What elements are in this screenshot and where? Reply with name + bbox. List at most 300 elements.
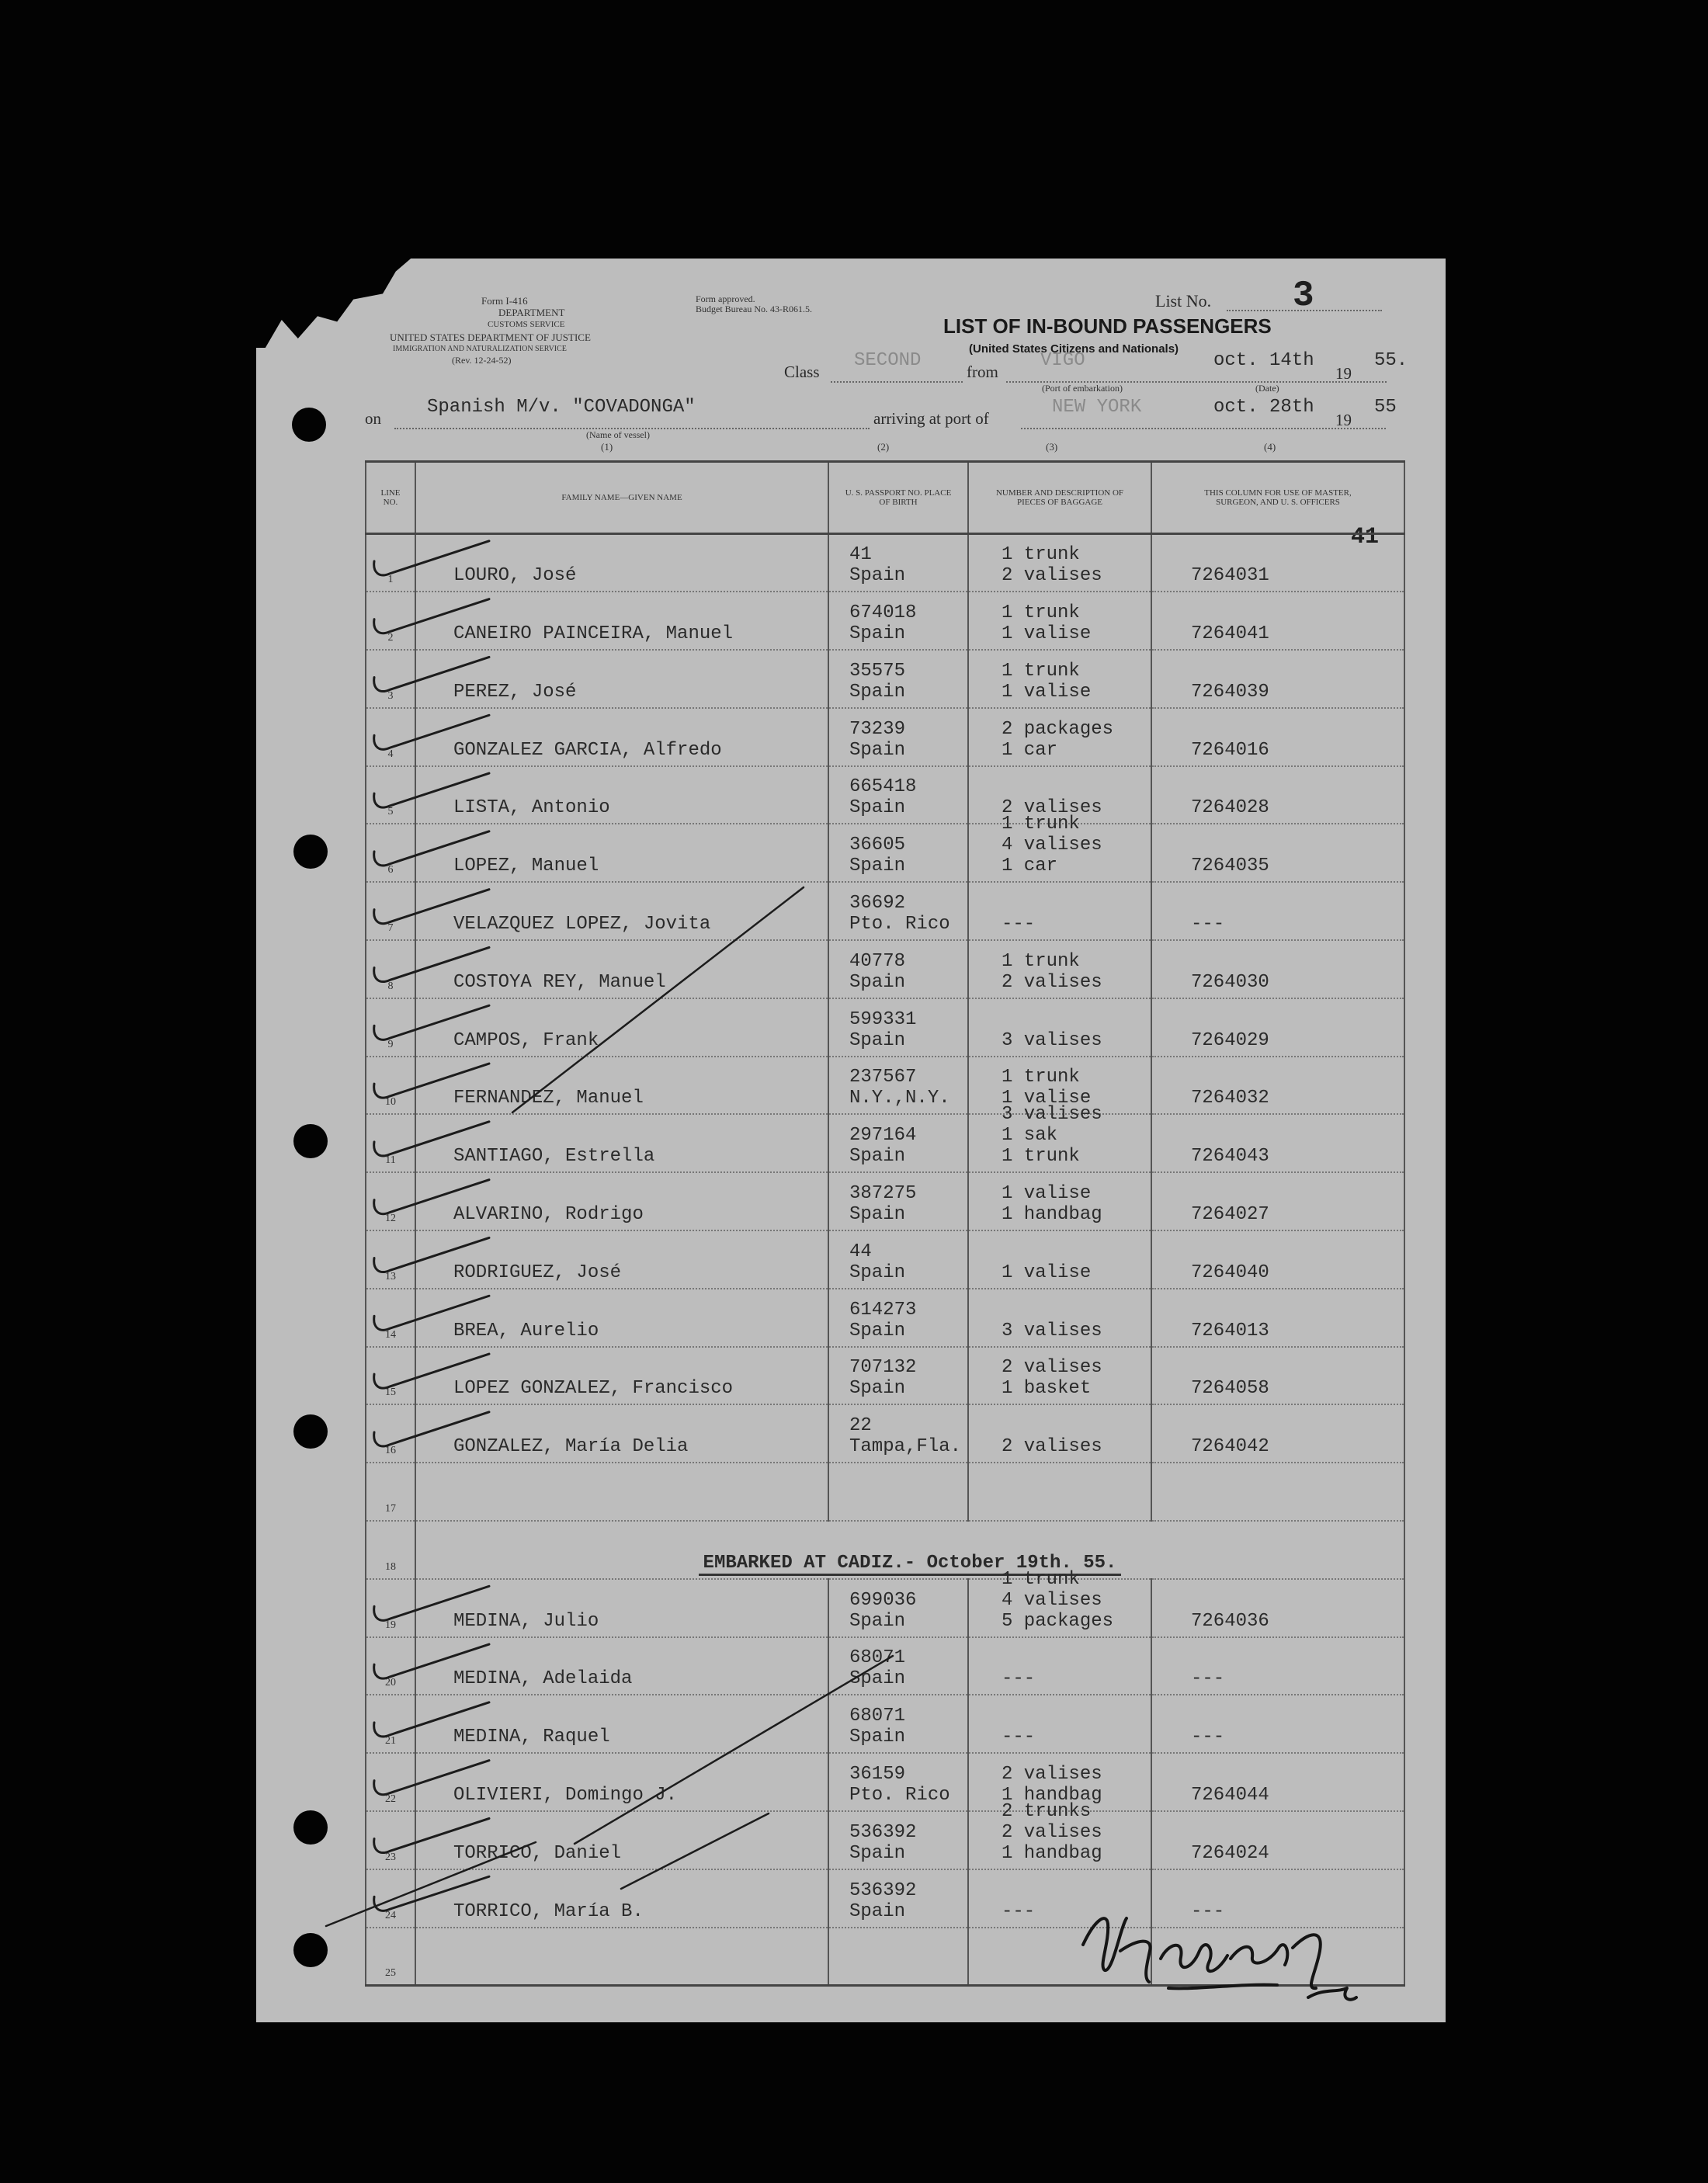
line-number: 11: [366, 1114, 415, 1172]
document-subtitle: (United States Citizens and Nationals): [969, 342, 1179, 356]
table-row: [366, 1404, 1404, 1463]
passenger-name: VELAZQUEZ LOPEZ, Jovita: [453, 914, 711, 935]
baggage-cell: [968, 1463, 1151, 1521]
passport-number: 536392: [849, 1821, 917, 1843]
baggage-item: 2 valises: [1002, 1764, 1102, 1786]
passenger-name: RODRIGUEZ, José: [453, 1262, 622, 1283]
table-row: [366, 1230, 1404, 1289]
passport-number: 707132: [849, 1357, 917, 1379]
place-of-birth: N.Y.,N.Y.: [849, 1088, 950, 1109]
list-number: 3: [1293, 276, 1314, 316]
passenger-name-cell: [415, 1579, 828, 1637]
col-header-baggage: NUMBER AND DESCRIPTION OF PIECES OF BAGGAGE: [968, 462, 1151, 534]
passport-number: 297164: [849, 1125, 917, 1147]
baggage-cell: [968, 592, 1151, 650]
passport-number: 699036: [849, 1589, 917, 1611]
baggage-cell: [968, 534, 1151, 592]
baggage-item: 2 valises: [1002, 1436, 1102, 1458]
baggage-item: 1 trunk: [1002, 1146, 1080, 1168]
passenger-name-cell: [415, 1172, 828, 1230]
line-number: 14: [366, 1289, 415, 1347]
officer-cell: [1151, 766, 1404, 824]
passenger-name: LOPEZ, Manuel: [453, 856, 599, 877]
line-number: 25: [366, 1928, 415, 1986]
passport-cell: [828, 824, 968, 882]
passenger-name: CANEIRO PAINCEIRA, Manuel: [453, 623, 734, 645]
baggage-cell: [968, 998, 1151, 1057]
line-number: 16: [366, 1404, 415, 1463]
embarkation-text: EMBARKED AT CADIZ.- October 19th. 55.: [699, 1553, 1122, 1576]
passenger-name-cell: [415, 708, 828, 766]
baggage-cell: [968, 708, 1151, 766]
baggage-item: 1 basket: [1002, 1378, 1092, 1400]
officer-cell: [1151, 998, 1404, 1057]
passenger-name: COSTOYA REY, Manuel: [453, 971, 666, 993]
officer-cell: [1151, 708, 1404, 766]
baggage-item: 1 handbag: [1002, 1204, 1102, 1226]
baggage-cell: [968, 1568, 1151, 1637]
passenger-name-cell: [415, 882, 828, 940]
line-number: 22: [366, 1753, 415, 1811]
table-row: [366, 940, 1404, 998]
officer-cell: [1151, 592, 1404, 650]
baggage-item: 4 valises: [1002, 1589, 1102, 1611]
passenger-name: LOPEZ GONZALEZ, Francisco: [453, 1378, 734, 1400]
table-row: [366, 1695, 1404, 1753]
year-prefix: 19: [1335, 364, 1352, 383]
officer-cell: [1151, 534, 1404, 592]
officer-number: 7264040: [1191, 1262, 1269, 1283]
passport-cell: [828, 534, 968, 592]
officer-number: ---: [1191, 1900, 1225, 1922]
passport-number: 599331: [849, 1008, 917, 1030]
baggage-item: ---: [1002, 1900, 1036, 1922]
officer-cell: [1151, 1057, 1404, 1115]
baggage-item: 1 handbag: [1002, 1785, 1102, 1806]
baggage-item: 3 valises: [1002, 1320, 1102, 1341]
baggage-cell: [968, 1637, 1151, 1695]
place-of-birth: Spain: [849, 1610, 906, 1632]
passenger-name-cell: [415, 1114, 828, 1172]
baggage-cell: [968, 1289, 1151, 1347]
passenger-name-cell: [415, 534, 828, 592]
baggage-item: 1 sak: [1002, 1125, 1058, 1147]
baggage-item: 1 trunk: [1002, 544, 1080, 566]
officer-number: 7264035: [1191, 856, 1269, 877]
place-of-birth: Spain: [849, 1378, 906, 1400]
baggage-item: 1 valise: [1002, 681, 1092, 703]
passenger-name: MEDINA, Julio: [453, 1610, 599, 1632]
passport-cell: [828, 708, 968, 766]
officer-number: 7264031: [1191, 565, 1269, 587]
officer-cell: [1151, 650, 1404, 708]
officer-number: 7264032: [1191, 1088, 1269, 1109]
passport-number: 22: [849, 1415, 872, 1437]
passport-cell: [828, 1289, 968, 1347]
table-row: [366, 1753, 1404, 1811]
line-number: 13: [366, 1230, 415, 1289]
passenger-table: [365, 460, 1405, 1987]
place-of-birth: Spain: [849, 739, 906, 761]
date-caption: (Date): [1255, 383, 1279, 394]
passenger-name-cell: [415, 1404, 828, 1463]
officer-cell: [1151, 1811, 1404, 1869]
passport-cell: [828, 1057, 968, 1115]
passenger-name: CAMPOS, Frank: [453, 1029, 599, 1051]
table-row: [366, 708, 1404, 766]
baggage-cell: [968, 1172, 1151, 1230]
place-of-birth: Spain: [849, 1204, 906, 1226]
passport-number: 536392: [849, 1879, 917, 1901]
baggage-item: 2 valises: [1002, 1357, 1102, 1379]
baggage-cell: [968, 940, 1151, 998]
passport-number: 665418: [849, 776, 917, 798]
officer-number: 7264044: [1191, 1785, 1269, 1806]
table-row: [366, 1172, 1404, 1230]
baggage-item: 1 trunk: [1002, 950, 1080, 972]
passport-cell: [828, 592, 968, 650]
class-label: Class: [784, 363, 820, 381]
punch-hole-2: [293, 835, 328, 869]
passenger-name: SANTIAGO, Estrella: [453, 1146, 655, 1168]
margin-number: 41: [1351, 524, 1380, 550]
officer-number: ---: [1191, 914, 1225, 935]
baggage-cell: [968, 650, 1151, 708]
departure-year: 55.: [1374, 350, 1408, 371]
passenger-name-cell: [415, 1637, 828, 1695]
passenger-name: GONZALEZ, María Delia: [453, 1436, 689, 1458]
column-marker-2: (2): [877, 441, 890, 453]
officer-signature: [1075, 1897, 1363, 2013]
officer-cell: [1151, 940, 1404, 998]
punch-hole-1: [292, 408, 326, 442]
passport-number: 68071: [849, 1647, 906, 1669]
place-of-birth: Spain: [849, 856, 906, 877]
officer-number: 7264024: [1191, 1842, 1269, 1864]
passenger-name: TORRICO, María B.: [453, 1900, 644, 1922]
passport-cell: [828, 1230, 968, 1289]
column-marker-1: (1): [601, 441, 613, 453]
officer-cell: [1151, 1463, 1404, 1521]
officer-cell: [1151, 1404, 1404, 1463]
passport-number: 387275: [849, 1183, 917, 1205]
place-of-birth: Tampa,Fla.: [849, 1436, 962, 1458]
officer-number: 7264029: [1191, 1029, 1269, 1051]
arrival-port: NEW YORK: [1052, 397, 1142, 418]
arrival-year-prefix: 19: [1335, 411, 1352, 429]
budget-bureau: Budget Bureau No. 43-R061.5.: [696, 304, 812, 314]
passport-cell: [828, 1347, 968, 1405]
line-number: 7: [366, 882, 415, 940]
baggage-cell: [968, 882, 1151, 940]
passenger-name-cell: [415, 824, 828, 882]
officer-cell: [1151, 1695, 1404, 1753]
baggage-item: 2 valises: [1002, 565, 1102, 587]
table-row: [366, 1637, 1404, 1695]
line-number: 12: [366, 1172, 415, 1230]
line-number: 1: [366, 534, 415, 592]
officer-number: 7264039: [1191, 681, 1269, 703]
baggage-item: 1 valise: [1002, 1262, 1092, 1283]
line-number: 9: [366, 998, 415, 1057]
table-row: [366, 1347, 1404, 1405]
departure-date: oct. 14th: [1213, 350, 1314, 371]
passenger-name: PEREZ, José: [453, 681, 577, 703]
line-number: 8: [366, 940, 415, 998]
passport-number: 237567: [849, 1067, 917, 1088]
passport-number: 68071: [849, 1706, 906, 1727]
officer-number: ---: [1191, 1668, 1225, 1690]
passenger-name: TORRICO, Daniel: [453, 1842, 622, 1864]
officer-number: 7264028: [1191, 797, 1269, 819]
baggage-item: 2 valises: [1002, 1821, 1102, 1843]
passport-cell: [828, 1928, 968, 1986]
baggage-item: 1 trunk: [1002, 1067, 1080, 1088]
form-revision: (Rev. 12-24-52): [452, 355, 512, 366]
list-label: List No.: [1155, 291, 1212, 311]
document-title: LIST OF IN-BOUND PASSENGERS: [943, 314, 1272, 338]
table-row: [366, 1289, 1404, 1347]
baggage-item: 1 valise: [1002, 1088, 1092, 1109]
place-of-birth: Spain: [849, 1029, 906, 1051]
line-number: 6: [366, 824, 415, 882]
passenger-name: OLIVIERI, Domingo J.: [453, 1785, 678, 1806]
passenger-name: MEDINA, Raquel: [453, 1727, 610, 1748]
baggage-item: 1 valise: [1002, 623, 1092, 645]
officer-cell: [1151, 1637, 1404, 1695]
place-of-birth: Spain: [849, 1146, 906, 1168]
passport-number: 36692: [849, 893, 906, 914]
baggage-cell: [968, 1800, 1151, 1869]
passenger-name: LISTA, Antonio: [453, 797, 610, 819]
baggage-cell: [968, 1230, 1151, 1289]
on-label: on: [365, 409, 381, 428]
line-number: 2: [366, 592, 415, 650]
table-row: [366, 1579, 1404, 1637]
place-of-birth: Pto. Rico: [849, 1785, 950, 1806]
passport-cell: [828, 882, 968, 940]
baggage-item: 4 valises: [1002, 835, 1102, 856]
baggage-cell: [968, 1347, 1151, 1405]
table-row: [366, 1811, 1404, 1869]
place-of-birth: Spain: [849, 797, 906, 819]
officer-cell: [1151, 824, 1404, 882]
passenger-name-cell: [415, 940, 828, 998]
column-marker-4: (4): [1264, 441, 1276, 453]
officer-cell: [1151, 1289, 1404, 1347]
passenger-name: FERNANDEZ, Manuel: [453, 1088, 644, 1109]
baggage-item: ---: [1002, 1727, 1036, 1748]
punch-hole-5: [293, 1810, 328, 1845]
passenger-name-cell: [415, 1347, 828, 1405]
table-row: [366, 650, 1404, 708]
line-number: 4: [366, 708, 415, 766]
baggage-cell: [968, 1104, 1151, 1172]
punch-hole-3: [293, 1124, 328, 1158]
passenger-manifest-page: [256, 259, 1446, 2022]
table-row: [366, 592, 1404, 650]
baggage-item: 1 trunk: [1002, 660, 1080, 682]
officer-number: 7264058: [1191, 1378, 1269, 1400]
passenger-name: BREA, Aurelio: [453, 1320, 599, 1341]
passport-cell: [828, 1463, 968, 1521]
baggage-item: 5 packages: [1002, 1610, 1114, 1632]
passport-number: 614273: [849, 1299, 917, 1321]
baggage-item: 3 valises: [1002, 1029, 1102, 1051]
passenger-name-cell: [415, 1695, 828, 1753]
baggage-item: 1 trunk: [1002, 1568, 1080, 1590]
place-of-birth: Spain: [849, 971, 906, 993]
place-of-birth: Spain: [849, 1668, 906, 1690]
officer-number: ---: [1191, 1727, 1225, 1748]
passport-number: 41: [849, 544, 872, 566]
baggage-item: 1 valise: [1002, 1183, 1092, 1205]
line-number: 3: [366, 650, 415, 708]
baggage-cell: [968, 1695, 1151, 1753]
baggage-item: 2 trunks: [1002, 1800, 1092, 1822]
officer-cell: [1151, 882, 1404, 940]
baggage-item: 1 car: [1002, 739, 1058, 761]
table-row: [366, 1521, 1404, 1579]
place-of-birth: Spain: [849, 565, 906, 587]
form-approved: Form approved.: [696, 293, 755, 304]
passport-cell: [828, 1637, 968, 1695]
officer-number: 7264013: [1191, 1320, 1269, 1341]
passenger-name-cell: [415, 1289, 828, 1347]
embarkation-caption: (Port of embarkation): [1042, 383, 1123, 394]
line-number: 21: [366, 1695, 415, 1753]
line-number: 19: [366, 1579, 415, 1637]
officer-number: 7264016: [1191, 739, 1269, 761]
table-row: [366, 998, 1404, 1057]
baggage-item: 3 valises: [1002, 1104, 1102, 1126]
baggage-item: ---: [1002, 1668, 1036, 1690]
passport-number: 40778: [849, 950, 906, 972]
passport-number: 36159: [849, 1764, 906, 1786]
place-of-birth: Spain: [849, 623, 906, 645]
passenger-name-cell: [415, 1811, 828, 1869]
baggage-item: 2 packages: [1002, 718, 1114, 740]
baggage-item: 1 trunk: [1002, 602, 1080, 624]
table-row: [366, 824, 1404, 882]
table-row: [366, 1114, 1404, 1172]
passport-cell: [828, 1172, 968, 1230]
baggage-cell: [968, 814, 1151, 882]
form-number: Form I-416: [481, 295, 528, 307]
arrival-year: 55: [1374, 397, 1397, 418]
immigration-service: IMMIGRATION AND NATURALIZATION SERVICE: [393, 345, 567, 353]
table-row: [366, 534, 1404, 592]
baggage-item: 1 car: [1002, 856, 1058, 877]
embarkation-note: [415, 1521, 1404, 1579]
from-label: from: [967, 363, 998, 381]
table-row: [366, 1463, 1404, 1521]
passport-cell: [828, 998, 968, 1057]
class-value: SECOND: [854, 350, 922, 371]
officer-cell: [1151, 1172, 1404, 1230]
passport-cell: [828, 940, 968, 998]
passenger-name-cell: [415, 998, 828, 1057]
officer-number: 7264036: [1191, 1610, 1269, 1632]
punch-hole-4: [293, 1414, 328, 1449]
passenger-name: GONZALEZ GARCIA, Alfredo: [453, 739, 722, 761]
officer-cell: [1151, 1114, 1404, 1172]
passenger-name-cell: [415, 1928, 828, 1986]
passport-cell: [828, 1811, 968, 1869]
passport-cell: [828, 766, 968, 824]
passport-cell: [828, 1114, 968, 1172]
punch-hole-6: [293, 1933, 328, 1967]
passport-number: 35575: [849, 660, 906, 682]
officer-number: 7264042: [1191, 1436, 1269, 1458]
col-header-officers: THIS COLUMN FOR USE OF MASTER, SURGEON, AND U. S. OFFICERS: [1151, 462, 1404, 534]
table-row: [366, 882, 1404, 940]
place-of-birth: Spain: [849, 1262, 906, 1283]
arrival-date: oct. 28th: [1213, 397, 1314, 418]
place-of-birth: Spain: [849, 1727, 906, 1748]
officer-cell: [1151, 1230, 1404, 1289]
line-number: 10: [366, 1057, 415, 1115]
place-of-birth: Pto. Rico: [849, 914, 950, 935]
officer-number: 7264027: [1191, 1204, 1269, 1226]
line-number: 23: [366, 1811, 415, 1869]
passport-cell: [828, 1869, 968, 1928]
line-number: 5: [366, 766, 415, 824]
vessel-name: Spanish M/v. "COVADONGA": [427, 397, 696, 418]
passenger-name-cell: [415, 1869, 828, 1928]
baggage-item: 1 trunk: [1002, 814, 1080, 835]
passport-cell: [828, 1695, 968, 1753]
passenger-name-cell: [415, 1463, 828, 1521]
passport-cell: [828, 1579, 968, 1637]
baggage-item: ---: [1002, 914, 1036, 935]
passport-cell: [828, 650, 968, 708]
passenger-name-cell: [415, 1057, 828, 1115]
baggage-cell: [968, 1404, 1151, 1463]
officer-cell: [1151, 1753, 1404, 1811]
passenger-name: LOURO, José: [453, 565, 577, 587]
officer-cell: [1151, 1579, 1404, 1637]
vessel-caption: (Name of vessel): [586, 429, 650, 440]
line-number: 18: [366, 1521, 415, 1579]
passenger-name-cell: [415, 1753, 828, 1811]
port-of-embarkation: VIGO: [1040, 350, 1085, 371]
officer-number: 7264041: [1191, 623, 1269, 645]
baggage-item: 2 valises: [1002, 971, 1102, 993]
column-marker-3: (3): [1046, 441, 1058, 453]
department-justice: UNITED STATES DEPARTMENT OF JUSTICE: [390, 331, 591, 343]
bureau-customs: CUSTOMS SERVICE: [488, 320, 565, 329]
passport-cell: [828, 1404, 968, 1463]
passenger-name-cell: [415, 766, 828, 824]
department-top: DEPARTMENT: [498, 307, 565, 318]
baggage-item: 2 valises: [1002, 797, 1102, 819]
table-row: [366, 1057, 1404, 1115]
passenger-name-cell: [415, 650, 828, 708]
col-header-passport: U. S. PASSPORT NO. PLACE OF BIRTH: [828, 462, 968, 534]
col-header-line: LINE NO.: [366, 462, 415, 534]
line-number: 17: [366, 1463, 415, 1521]
place-of-birth: Spain: [849, 1900, 906, 1922]
line-number: 15: [366, 1347, 415, 1405]
line-number: 20: [366, 1637, 415, 1695]
officer-number: 7264030: [1191, 971, 1269, 993]
baggage-item: 1 handbag: [1002, 1842, 1102, 1864]
officer-number: 7264043: [1191, 1146, 1269, 1168]
passenger-rows: [366, 534, 1404, 1986]
line-number: 24: [366, 1869, 415, 1928]
passenger-name-cell: [415, 1230, 828, 1289]
